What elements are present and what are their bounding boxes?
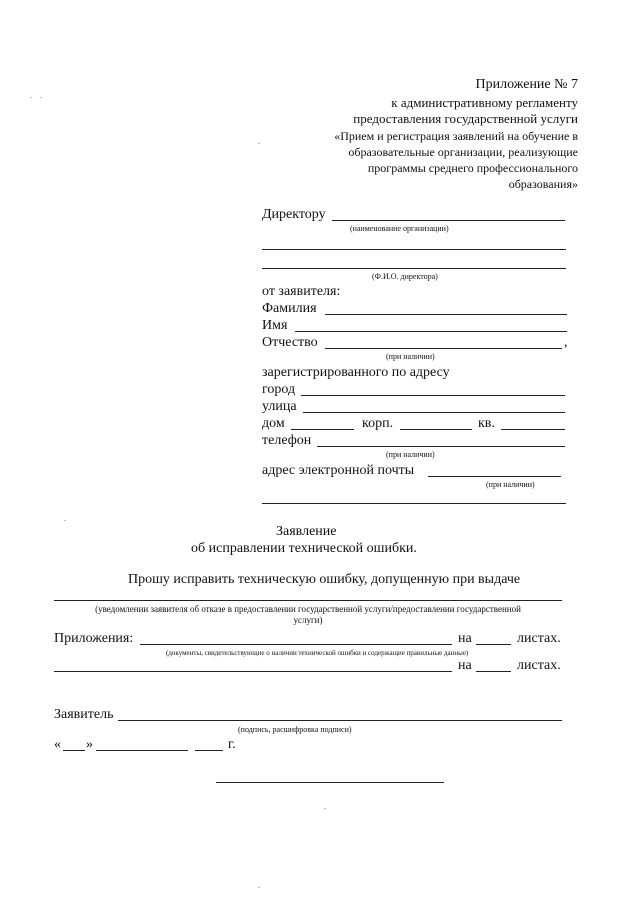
street-field[interactable] [303, 412, 565, 413]
phone-field[interactable] [317, 446, 565, 447]
attachments-hint: (документы, свидетельствующие о наличии технической ошибки и содержащие правильные данные) [166, 649, 469, 657]
attachments-field-2[interactable] [54, 671, 452, 672]
year-suffix: г. [228, 737, 236, 752]
date-day-field[interactable] [63, 750, 85, 751]
sheets-label-2: листах. [517, 658, 561, 673]
sheets-count-field-2[interactable] [476, 671, 511, 672]
apartment-field[interactable] [501, 429, 565, 430]
director-fio-field[interactable] [262, 268, 566, 269]
city-label: город [262, 382, 296, 397]
street-label: улица [262, 399, 297, 414]
building-field[interactable] [400, 429, 472, 430]
bottom-separator [216, 782, 444, 783]
phone-hint: (при наличии) [386, 450, 435, 459]
attachments-label: Приложения: [54, 631, 134, 646]
statement-subtitle: об исправлении технической ошибки. [191, 541, 417, 556]
org-name-field[interactable] [332, 220, 565, 221]
city-field[interactable] [301, 395, 565, 396]
annex-header-line: предоставления государственной услуги [353, 111, 578, 126]
notice-field[interactable] [54, 600, 562, 601]
applicant-signature-label: Заявитель [54, 707, 114, 722]
date-close-quote: » [86, 737, 93, 752]
scan-speck [40, 97, 42, 98]
signature-hint: (подпись, расшифровка подписи) [238, 725, 352, 734]
org-name-field-line2[interactable] [262, 249, 566, 250]
name-field[interactable] [295, 331, 567, 332]
scan-speck [324, 808, 326, 809]
from-applicant-label: от заявителя: [262, 284, 341, 299]
scan-speck [64, 520, 66, 521]
extra-field-line[interactable] [262, 503, 566, 504]
email-field[interactable] [428, 476, 561, 477]
attachments-field[interactable] [140, 644, 452, 645]
registered-address-label: зарегистрированного по адресу [262, 365, 450, 380]
notice-hint: (уведомлении заявителя об отказе в предоставлении государственной услуги/предоставлении государственной [95, 604, 521, 614]
notice-hint-2: услуги) [293, 615, 323, 625]
org-name-hint: (наименование организации) [350, 224, 449, 233]
building-label: корп. [362, 416, 394, 431]
scan-speck [258, 143, 260, 144]
date-month-field[interactable] [96, 750, 188, 751]
annex-number: Приложение № 7 [475, 77, 578, 92]
surname-field[interactable] [325, 314, 567, 315]
email-hint: (при наличии) [486, 480, 535, 489]
sheets-label: листах. [517, 631, 561, 646]
apartment-label: кв. [478, 416, 495, 431]
name-label: Имя [262, 318, 288, 333]
phone-label: телефон [262, 433, 312, 448]
annex-header-line: образования» [508, 177, 578, 191]
annex-header-line: образовательные организации, реализующие [348, 145, 578, 159]
annex-header-line: программы среднего профессионального [367, 161, 578, 175]
on-label: на [458, 631, 472, 646]
on-label-2: на [458, 658, 472, 673]
surname-label: Фамилия [262, 301, 317, 316]
director-fio-hint: (Ф.И.О. директора) [372, 272, 438, 281]
statement-request: Прошу исправить техническую ошибку, допущенную при выдаче [128, 572, 521, 587]
house-field[interactable] [291, 429, 354, 430]
scan-speck [258, 887, 260, 888]
patronymic-field[interactable] [325, 348, 562, 349]
date-open-quote: « [54, 737, 61, 752]
annex-header-line: к административному регламенту [391, 95, 578, 110]
patronymic-hint: (при наличии) [386, 352, 435, 361]
house-label: дом [262, 416, 285, 431]
sheets-count-field[interactable] [476, 644, 511, 645]
annex-header-line: «Прием и регистрация заявлений на обучение в [334, 129, 578, 143]
statement-title: Заявление [276, 524, 337, 539]
scan-speck [30, 97, 32, 98]
director-label: Директору [262, 207, 326, 222]
patronymic-label: Отчество [262, 335, 318, 350]
email-label: адрес электронной почты [262, 463, 415, 478]
date-year-field[interactable] [195, 750, 223, 751]
patronymic-comma: , [564, 335, 568, 350]
signature-field[interactable] [118, 720, 562, 721]
